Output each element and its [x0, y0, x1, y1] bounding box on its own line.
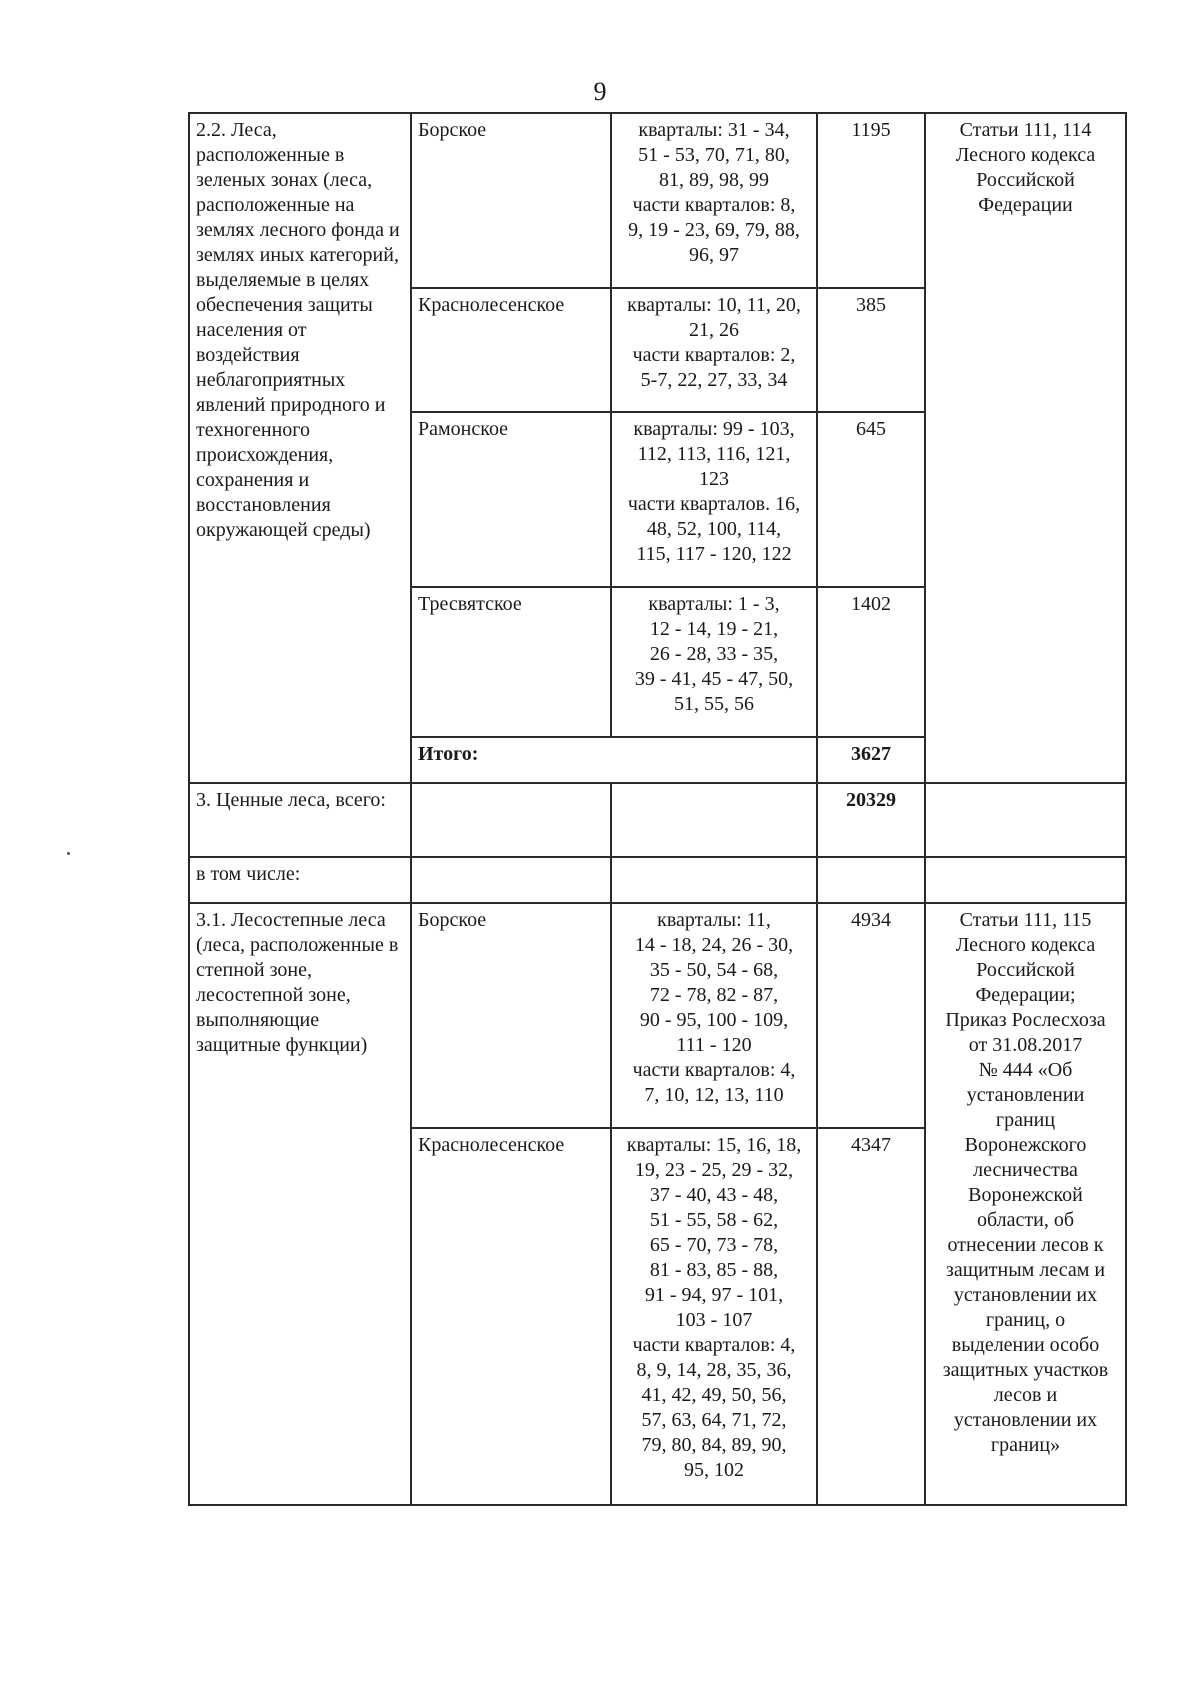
law-line: лесничества — [973, 1159, 1078, 1181]
total-value: 3627 — [817, 737, 925, 783]
category-3-1-cell: 3.1. Лесостепные леса (леса, расположенные в степной зоне, лесостепной зоне, выполняющие защитные функции) — [189, 903, 411, 1505]
district-cell: Рамонское — [411, 412, 611, 587]
quarters-cell — [611, 288, 817, 412]
table-row — [189, 783, 1126, 857]
quarters-line: 7, 10, 12, 13, 110 — [644, 1084, 784, 1106]
quarters-line: 65 - 70, 73 - 78, — [649, 1234, 779, 1256]
law-line: № 444 «Об — [978, 1059, 1073, 1081]
quarters-line: 81 - 83, 85 - 88, — [649, 1259, 779, 1281]
quarters-line: 5-7, 22, 27, 33, 34 — [640, 369, 788, 391]
law-line: Приказ Рослесхоза — [945, 1009, 1106, 1031]
quarters-line: 51, 55, 56 — [674, 693, 754, 715]
table-row — [189, 113, 1126, 288]
quarters-line: 111 - 120 — [676, 1034, 752, 1056]
quarters-line: 123 — [699, 468, 729, 490]
quarters-line: 95, 102 — [684, 1459, 744, 1481]
law-line: Лесного кодекса — [955, 934, 1096, 956]
forest-table — [188, 112, 1127, 1506]
quarters-line: 96, 97 — [689, 244, 739, 266]
table-row — [189, 903, 1126, 1128]
category-3-cell: 3. Ценные леса, всего: — [189, 783, 411, 857]
quarters-line: части кварталов: 4, — [632, 1334, 796, 1356]
quarters-line: части кварталов: 2, — [632, 344, 796, 366]
area-cell: 1195 — [817, 113, 925, 288]
quarters-cell — [611, 587, 817, 737]
law-line: лесов и — [993, 1384, 1058, 1406]
quarters-line: кварталы: 31 - 34, — [638, 119, 790, 141]
quarters-line: части кварталов. 16, — [627, 493, 801, 515]
quarters-line: 103 - 107 — [675, 1309, 753, 1331]
empty-cell — [925, 857, 1126, 903]
quarters-cell — [611, 903, 817, 1128]
category-2-2-cell: 2.2. Леса, расположенные в зеленых зонах (леса, расположенные на землях лесного фонда и землях иных категорий, выделяемые в целях обеспечения защиты населения от воздействия неблагоприятных явлений природного и техногенного происхождения, сохранения и восстановления окружающей среды) — [189, 113, 411, 783]
quarters-line: 35 - 50, 54 - 68, — [649, 959, 779, 981]
law-reference-2-2 — [925, 113, 1126, 783]
quarters-line: 37 - 40, 43 - 48, — [649, 1184, 779, 1206]
quarters-line: 14 - 18, 24, 26 - 30, — [634, 934, 794, 956]
quarters-line: кварталы: 99 - 103, — [633, 418, 795, 440]
quarters-line: 51 - 53, 70, 71, 80, — [638, 144, 790, 166]
quarters-line: 72 - 78, 82 - 87, — [649, 984, 779, 1006]
district-cell: Краснолесенское — [411, 288, 611, 412]
quarters-line: 90 - 95, 100 - 109, — [639, 1009, 789, 1031]
empty-cell — [411, 857, 611, 903]
page-number: 9 — [593, 77, 607, 106]
law-line: защитным лесам и — [945, 1259, 1106, 1281]
total-value: 20329 — [817, 783, 925, 857]
law-line: от 31.08.2017 — [968, 1034, 1083, 1056]
law-line: установлении — [966, 1084, 1085, 1106]
total-label: Итого: — [411, 737, 817, 783]
empty-cell — [611, 783, 817, 857]
quarters-line: кварталы: 11, — [657, 909, 771, 931]
district-cell: Борское — [411, 113, 611, 288]
quarters-line: кварталы: 10, 11, 20, — [627, 294, 801, 316]
empty-cell — [925, 783, 1126, 857]
quarters-line: 12 - 14, 19 - 21, — [649, 618, 779, 640]
quarters-line: 112, 113, 116, 121, — [637, 443, 791, 465]
table-row — [189, 857, 1126, 903]
law-line: Лесного кодекса — [955, 144, 1096, 166]
law-line: Российской — [976, 169, 1075, 191]
district-cell: Борское — [411, 903, 611, 1128]
district-cell: Краснолесенское — [411, 1128, 611, 1505]
law-line: Статьи 111, 115 — [959, 909, 1092, 931]
quarters-line: 39 - 41, 45 - 47, 50, — [634, 668, 794, 690]
area-cell: 4347 — [817, 1128, 925, 1505]
law-line: отнесении лесов к — [947, 1234, 1104, 1256]
law-reference-3-1 — [925, 903, 1126, 1505]
area-cell: 385 — [817, 288, 925, 412]
quarters-cell — [611, 1128, 817, 1505]
quarters-line: 41, 42, 49, 50, 56, — [641, 1384, 787, 1406]
quarters-line: 8, 9, 14, 28, 35, 36, — [636, 1359, 792, 1381]
quarters-line: 48, 52, 100, 114, — [646, 518, 782, 540]
area-cell: 4934 — [817, 903, 925, 1128]
law-line: границ, о — [985, 1309, 1066, 1331]
law-line: Российской — [976, 959, 1075, 981]
law-line: защитных участков — [942, 1359, 1109, 1381]
quarters-line: части кварталов: 4, — [632, 1059, 796, 1081]
law-line: установлении их — [953, 1284, 1098, 1306]
quarters-line: 81, 89, 98, 99 — [659, 169, 769, 191]
quarters-line: 19, 23 - 25, 29 - 32, — [634, 1159, 794, 1181]
law-line: Федерации; — [975, 984, 1076, 1006]
law-line: границ» — [990, 1434, 1061, 1456]
area-cell: 1402 — [817, 587, 925, 737]
quarters-line: 115, 117 - 120, 122 — [636, 543, 792, 565]
quarters-line: кварталы: 1 - 3, — [648, 593, 780, 615]
area-cell: 645 — [817, 412, 925, 587]
empty-cell — [411, 783, 611, 857]
law-line: установлении их — [953, 1409, 1098, 1431]
quarters-line: 79, 80, 84, 89, 90, — [641, 1434, 787, 1456]
empty-cell — [611, 857, 817, 903]
quarters-line: 51 - 55, 58 - 62, — [649, 1209, 779, 1231]
law-line: Федерации — [978, 194, 1073, 216]
law-line: выделении особо — [951, 1334, 1100, 1356]
empty-cell — [817, 857, 925, 903]
district-cell: Тресвятское — [411, 587, 611, 737]
law-line: области, об — [976, 1209, 1075, 1231]
quarters-line: кварталы: 15, 16, 18, — [626, 1134, 802, 1156]
quarters-line: 57, 63, 64, 71, 72, — [641, 1409, 787, 1431]
including-label: в том числе: — [189, 857, 411, 903]
quarters-cell — [611, 113, 817, 288]
law-line: Воронежского — [964, 1134, 1087, 1156]
quarters-line: 21, 26 — [689, 319, 739, 341]
quarters-line: 91 - 94, 97 - 101, — [644, 1284, 784, 1306]
quarters-line: 9, 19 - 23, 69, 79, 88, — [628, 219, 800, 241]
law-line: границ — [995, 1109, 1056, 1131]
law-line: Воронежской — [968, 1184, 1083, 1206]
quarters-line: части кварталов: 8, — [632, 194, 796, 216]
law-line: Статьи 111, 114 — [959, 119, 1092, 141]
quarters-line: 26 - 28, 33 - 35, — [649, 643, 779, 665]
quarters-cell — [611, 412, 817, 587]
scan-speck — [67, 852, 70, 855]
